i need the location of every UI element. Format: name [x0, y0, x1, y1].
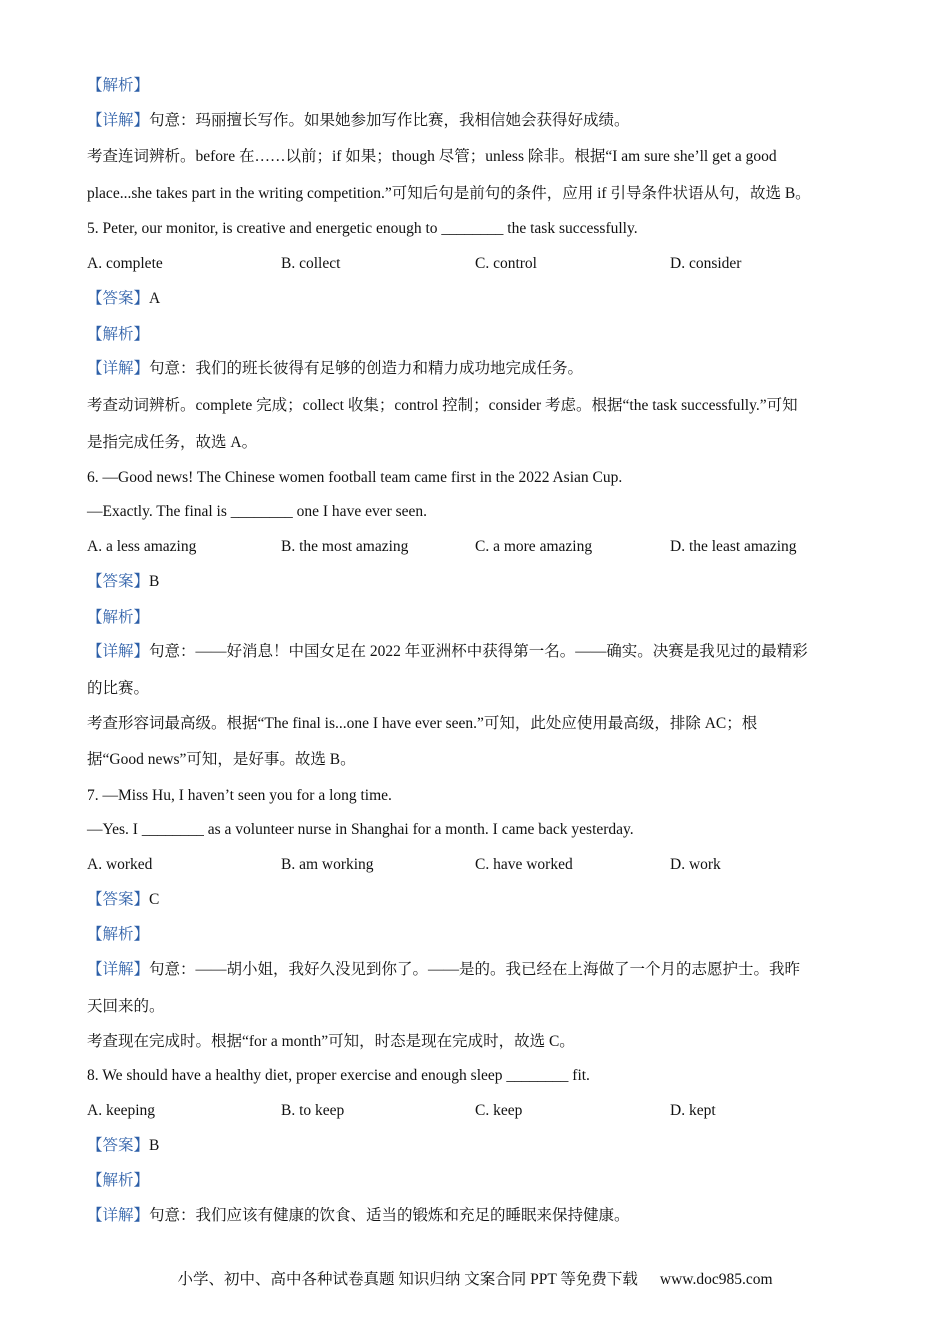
option-c: C. a more amazing [475, 538, 593, 555]
detail-line: 天回来的。 [87, 998, 165, 1015]
question-stem: 6. —Good news! The Chinese women football team came first in the 2022 Asian Cup. [87, 469, 623, 486]
explanation-line: place...she takes part in the writing competition.”可知后句是前句的条件，应用 if 引导条件状语从句，故选 B。 [87, 185, 811, 202]
detail-tag: 【详解】 [87, 643, 150, 660]
option-a: A. worked [87, 856, 153, 873]
option-a: A. keeping [87, 1102, 156, 1119]
answer-value: B [149, 1137, 160, 1154]
answer-line [87, 890, 159, 910]
detail-line: 【详解】句意：——胡小姐，我好久没见到你了。——是的。我已经在上海做了一个月的志愿护士。我昨 [87, 961, 801, 978]
answer-tag: 【答案】 [87, 573, 150, 590]
footer-url[interactable]: www.doc985.com [659, 1271, 773, 1288]
option-b: B. to keep [281, 1102, 345, 1119]
detail-tag: 【详解】 [87, 112, 150, 129]
question-stem: —Exactly. The final is ________ one I have ever seen. [87, 503, 428, 520]
answer-tag: 【答案】 [87, 891, 150, 908]
option-a: A. a less amazing [87, 538, 197, 555]
question-stem: 5. Peter, our monitor, is creative and energetic enough to ________ the task successfully. [87, 220, 638, 237]
option-b: B. the most amazing [281, 538, 409, 555]
option-d: D. work [670, 856, 721, 873]
page-footer [0, 1270, 950, 1290]
explanation-line: 考查形容词最高级。根据“The final is...one I have ever seen.”可知，此处应使用最高级，排除 AC；根 [87, 715, 758, 732]
question-stem: 7. —Miss Hu, I haven’t seen you for a long time. [87, 787, 392, 804]
option-d: D. consider [670, 255, 742, 272]
detail-tag: 【详解】 [87, 360, 150, 377]
option-b: B. collect [281, 255, 341, 272]
analysis-tag: 【解析】 [87, 926, 150, 943]
detail-line: 【详解】句意：我们应该有健康的饮食、适当的锻炼和充足的睡眠来保持健康。 [87, 1207, 630, 1224]
option-a: A. complete [87, 255, 163, 272]
option-d: D. kept [670, 1102, 716, 1119]
explanation-line: 考查动词辨析。complete 完成；collect 收集；control 控制；consider 考虑。根据“the task successfully.”可知 [87, 397, 798, 414]
explanation-line: 是指完成任务，故选 A。 [87, 434, 258, 451]
explanation-line: 据“Good news”可知，是好事。故选 B。 [87, 751, 356, 768]
question-stem: —Yes. I ________ as a volunteer nurse in Shanghai for a month. I came back yesterday. [87, 821, 634, 838]
answer-value: B [149, 573, 160, 590]
question-stem: 8. We should have a healthy diet, proper exercise and enough sleep ________ fit. [87, 1067, 590, 1084]
answer-value: A [149, 290, 161, 307]
answer-line [87, 289, 160, 309]
answer-line [87, 1136, 159, 1156]
option-d: D. the least amazing [670, 538, 797, 555]
answer-tag: 【答案】 [87, 290, 150, 307]
analysis-tag: 【解析】 [87, 326, 150, 343]
detail-line: 【详解】句意：玛丽擅长写作。如果她参加写作比赛，我相信她会获得好成绩。 [87, 112, 630, 129]
option-c: C. control [475, 255, 537, 272]
detail-line: 的比赛。 [87, 680, 150, 697]
option-b: B. am working [281, 856, 374, 873]
analysis-tag: 【解析】 [87, 609, 150, 626]
explanation-line: 考查现在完成时。根据“for a month”可知，时态是现在完成时，故选 C。 [87, 1033, 575, 1050]
explanation-line: 考查连词辨析。before 在……以前；if 如果；though 尽管；unless 除非。根据“I am sure she’ll get a good [87, 148, 777, 165]
analysis-tag: 【解析】 [87, 1172, 150, 1189]
footer-text: 小学、初中、高中各种试卷真题 知识归纳 文案合同 PPT 等免费下载 [177, 1271, 638, 1288]
answer-value: C [149, 891, 160, 908]
analysis-tag: 【解析】 [87, 77, 150, 94]
option-c: C. have worked [475, 856, 573, 873]
option-c: C. keep [475, 1102, 523, 1119]
detail-line: 【详解】句意：我们的班长彼得有足够的创造力和精力成功地完成任务。 [87, 360, 584, 377]
detail-line: 【详解】句意：——好消息！中国女足在 2022 年亚洲杯中获得第一名。——确实。决赛是我见过的最精彩 [87, 643, 808, 660]
answer-line [87, 572, 159, 592]
detail-tag: 【详解】 [87, 961, 150, 978]
answer-tag: 【答案】 [87, 1137, 150, 1154]
detail-tag: 【详解】 [87, 1207, 150, 1224]
